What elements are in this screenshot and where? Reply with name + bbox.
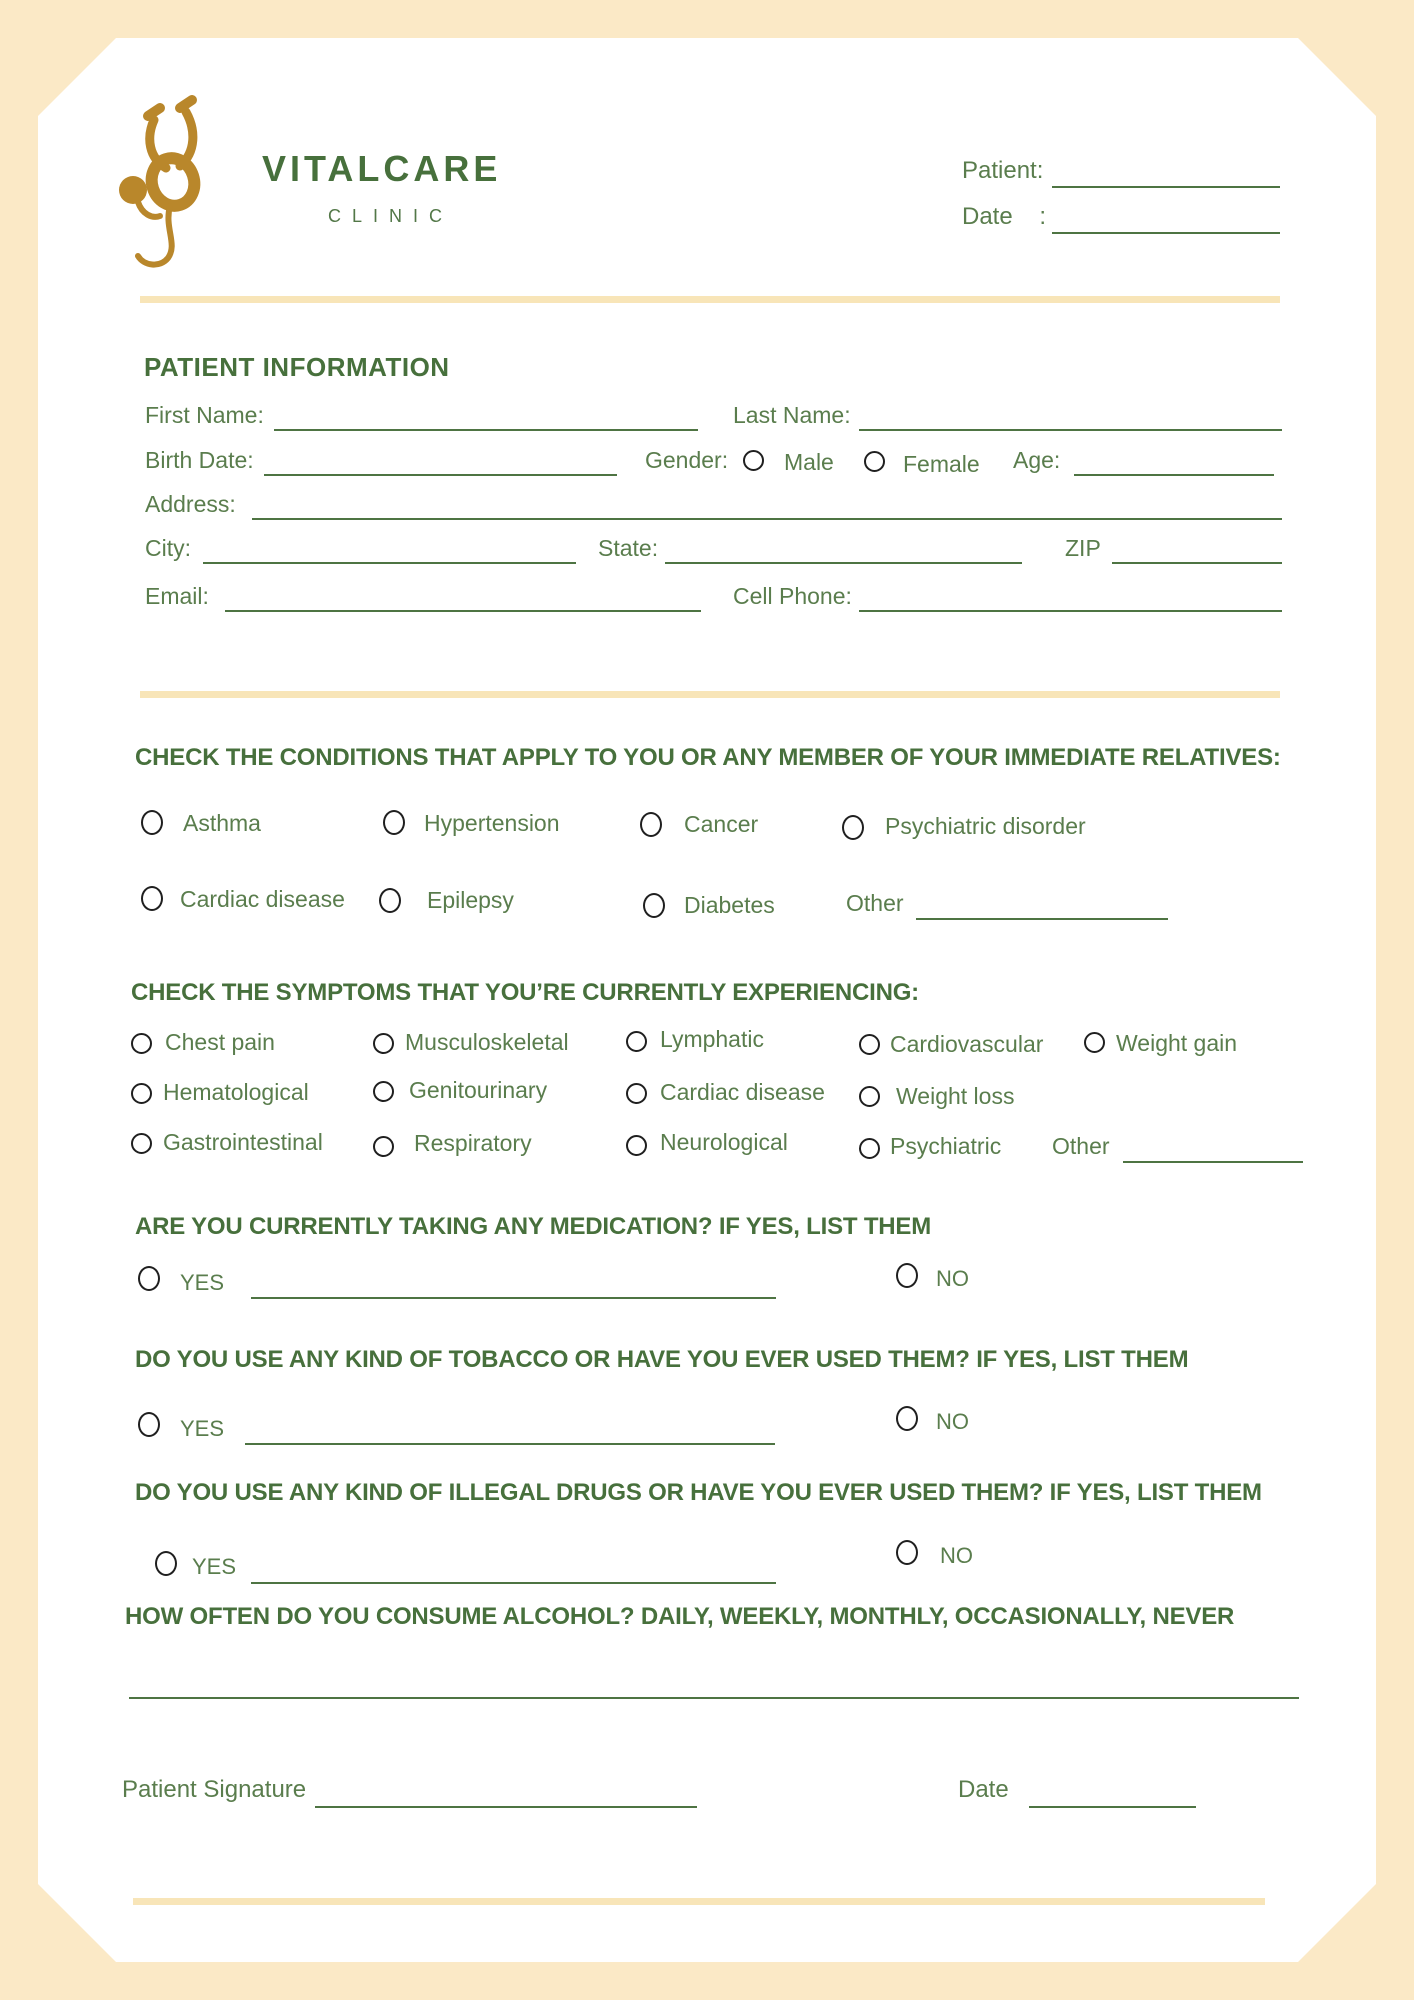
signature-date-line[interactable] <box>1029 1806 1196 1808</box>
tobacco-answer-line[interactable] <box>245 1443 775 1445</box>
condition-cardiac-disease-radio[interactable] <box>141 886 163 911</box>
symptom-lymphatic-radio[interactable] <box>626 1031 647 1052</box>
symptom-other-label: Other <box>1052 1133 1110 1159</box>
symptom-genitourinary-label: Genitourinary <box>409 1077 548 1103</box>
header-patient-line[interactable] <box>1052 186 1280 188</box>
first-name-line[interactable] <box>274 429 698 431</box>
cell-phone-line[interactable] <box>859 610 1282 612</box>
header-patient-label: Patient: <box>962 157 1044 184</box>
medication-question-title: ARE YOU CURRENTLY TAKING ANY MEDICATION? IF YES, LIST THEM <box>135 1213 932 1240</box>
state-line[interactable] <box>665 562 1022 564</box>
clinic-subtitle: CLINIC <box>328 206 454 226</box>
state-label: State: <box>598 535 659 561</box>
symptom-musculoskeletal-radio[interactable] <box>373 1033 394 1054</box>
symptom-psychiatric-label: Psychiatric <box>890 1133 1002 1159</box>
symptom-respiratory-radio[interactable] <box>373 1136 394 1157</box>
email-label: Email: <box>145 583 209 609</box>
condition-psychiatric-disorder-radio[interactable] <box>842 815 864 840</box>
zip-line[interactable] <box>1112 562 1282 564</box>
gender-female-label: Female <box>903 451 980 477</box>
condition-psychiatric-disorder-label: Psychiatric disorder <box>885 813 1086 839</box>
tobacco-yes-label: YES <box>180 1416 225 1441</box>
symptom-cardiac-disease-label: Cardiac disease <box>660 1079 825 1105</box>
birth-date-label: Birth Date: <box>145 447 254 473</box>
tobacco-no-radio[interactable] <box>896 1406 918 1431</box>
tobacco-question-title: DO YOU USE ANY KIND OF TOBACCO OR HAVE YOU EVER USED THEM? IF YES, LIST THEM <box>135 1346 1189 1373</box>
condition-epilepsy-radio[interactable] <box>379 888 401 913</box>
patient-signature-line[interactable] <box>315 1806 697 1808</box>
patient-signature-label: Patient Signature <box>122 1776 307 1803</box>
symptom-psychiatric-radio[interactable] <box>859 1138 880 1159</box>
symptom-musculoskeletal-label: Musculoskeletal <box>405 1029 569 1055</box>
symptom-hematological-label: Hematological <box>163 1079 309 1105</box>
drugs-question-title: DO YOU USE ANY KIND OF ILLEGAL DRUGS OR HAVE YOU EVER USED THEM? IF YES, LIST THEM <box>135 1479 1262 1506</box>
condition-cancer-radio[interactable] <box>640 812 662 837</box>
condition-diabetes-radio[interactable] <box>643 893 665 918</box>
gender-female-radio[interactable] <box>864 451 885 472</box>
drugs-yes-label: YES <box>192 1554 237 1579</box>
condition-cardiac-disease-label: Cardiac disease <box>180 886 345 912</box>
age-label: Age: <box>1013 447 1061 473</box>
medication-no-label: NO <box>936 1266 969 1291</box>
symptom-gastrointestinal-label: Gastrointestinal <box>163 1129 323 1155</box>
email-line[interactable] <box>225 610 701 612</box>
symptom-weight-loss-radio[interactable] <box>859 1086 880 1107</box>
condition-asthma-label: Asthma <box>183 810 261 836</box>
alcohol-question-title: HOW OFTEN DO YOU CONSUME ALCOHOL? DAILY, WEEKLY, MONTHLY, OCCASIONALLY, NEVER <box>125 1603 1235 1630</box>
symptom-hematological-radio[interactable] <box>131 1083 152 1104</box>
symptom-weight-gain-radio[interactable] <box>1084 1032 1105 1053</box>
symptom-neurological-radio[interactable] <box>626 1135 647 1156</box>
symptom-genitourinary-radio[interactable] <box>373 1081 394 1102</box>
drugs-no-label: NO <box>940 1543 973 1568</box>
drugs-answer-line[interactable] <box>251 1582 776 1584</box>
symptom-weight-gain-label: Weight gain <box>1116 1030 1238 1056</box>
condition-diabetes-label: Diabetes <box>684 892 775 918</box>
condition-other-label: Other <box>846 890 904 916</box>
gender-male-label: Male <box>784 449 834 475</box>
medication-yes-label: YES <box>180 1270 225 1295</box>
header-date-line[interactable] <box>1052 232 1280 234</box>
medication-yes-radio[interactable] <box>138 1266 160 1291</box>
symptom-cardiac-disease-radio[interactable] <box>626 1083 647 1104</box>
conditions-title: CHECK THE CONDITIONS THAT APPLY TO YOU OR ANY MEMBER OF YOUR IMMEDIATE RELATIVES: <box>135 744 1281 771</box>
condition-hypertension-label: Hypertension <box>424 810 560 836</box>
medication-answer-line[interactable] <box>251 1297 776 1299</box>
symptom-gastrointestinal-radio[interactable] <box>131 1133 152 1154</box>
condition-other-line[interactable] <box>916 918 1168 920</box>
drugs-no-radio[interactable] <box>896 1540 918 1565</box>
symptom-neurological-label: Neurological <box>660 1129 788 1155</box>
header-date-label: Date : <box>962 203 1047 230</box>
zip-label: ZIP <box>1065 535 1101 561</box>
symptom-weight-loss-label: Weight loss <box>896 1083 1015 1109</box>
medication-no-radio[interactable] <box>896 1263 918 1288</box>
cell-phone-label: Cell Phone: <box>733 583 852 609</box>
gender-label: Gender: <box>645 447 729 473</box>
city-line[interactable] <box>203 562 576 564</box>
last-name-label: Last Name: <box>733 402 851 428</box>
clinic-name: VITALCARE <box>262 148 502 189</box>
symptom-other-line[interactable] <box>1123 1161 1303 1163</box>
symptom-lymphatic-label: Lymphatic <box>660 1026 764 1052</box>
condition-cancer-label: Cancer <box>684 811 759 837</box>
symptom-respiratory-label: Respiratory <box>414 1130 532 1156</box>
address-line[interactable] <box>252 518 1282 520</box>
tobacco-no-label: NO <box>936 1409 969 1434</box>
address-label: Address: <box>145 491 236 517</box>
patient-info-title: PATIENT INFORMATION <box>144 352 450 382</box>
section-divider-top <box>140 296 1280 303</box>
section-divider-bottom <box>133 1898 1265 1905</box>
symptom-cardiovascular-label: Cardiovascular <box>890 1031 1044 1057</box>
drugs-yes-radio[interactable] <box>155 1551 177 1576</box>
symptom-cardiovascular-radio[interactable] <box>859 1034 880 1055</box>
signature-date-label: Date <box>958 1776 1009 1803</box>
symptom-chest-pain-label: Chest pain <box>165 1029 275 1055</box>
condition-hypertension-radio[interactable] <box>383 810 405 835</box>
birth-date-line[interactable] <box>264 474 617 476</box>
stethoscope-icon <box>104 86 264 276</box>
gender-male-radio[interactable] <box>743 450 764 471</box>
symptom-chest-pain-radio[interactable] <box>131 1033 152 1054</box>
first-name-label: First Name: <box>145 402 264 428</box>
tobacco-yes-radio[interactable] <box>138 1412 160 1437</box>
condition-asthma-radio[interactable] <box>141 810 163 835</box>
alcohol-answer-line[interactable] <box>129 1697 1299 1699</box>
section-divider-middle <box>140 691 1280 698</box>
last-name-line[interactable] <box>859 429 1282 431</box>
condition-epilepsy-label: Epilepsy <box>427 887 514 913</box>
age-line[interactable] <box>1074 474 1274 476</box>
symptoms-title: CHECK THE SYMPTOMS THAT YOU’RE CURRENTLY EXPERIENCING: <box>131 979 919 1006</box>
city-label: City: <box>145 535 191 561</box>
